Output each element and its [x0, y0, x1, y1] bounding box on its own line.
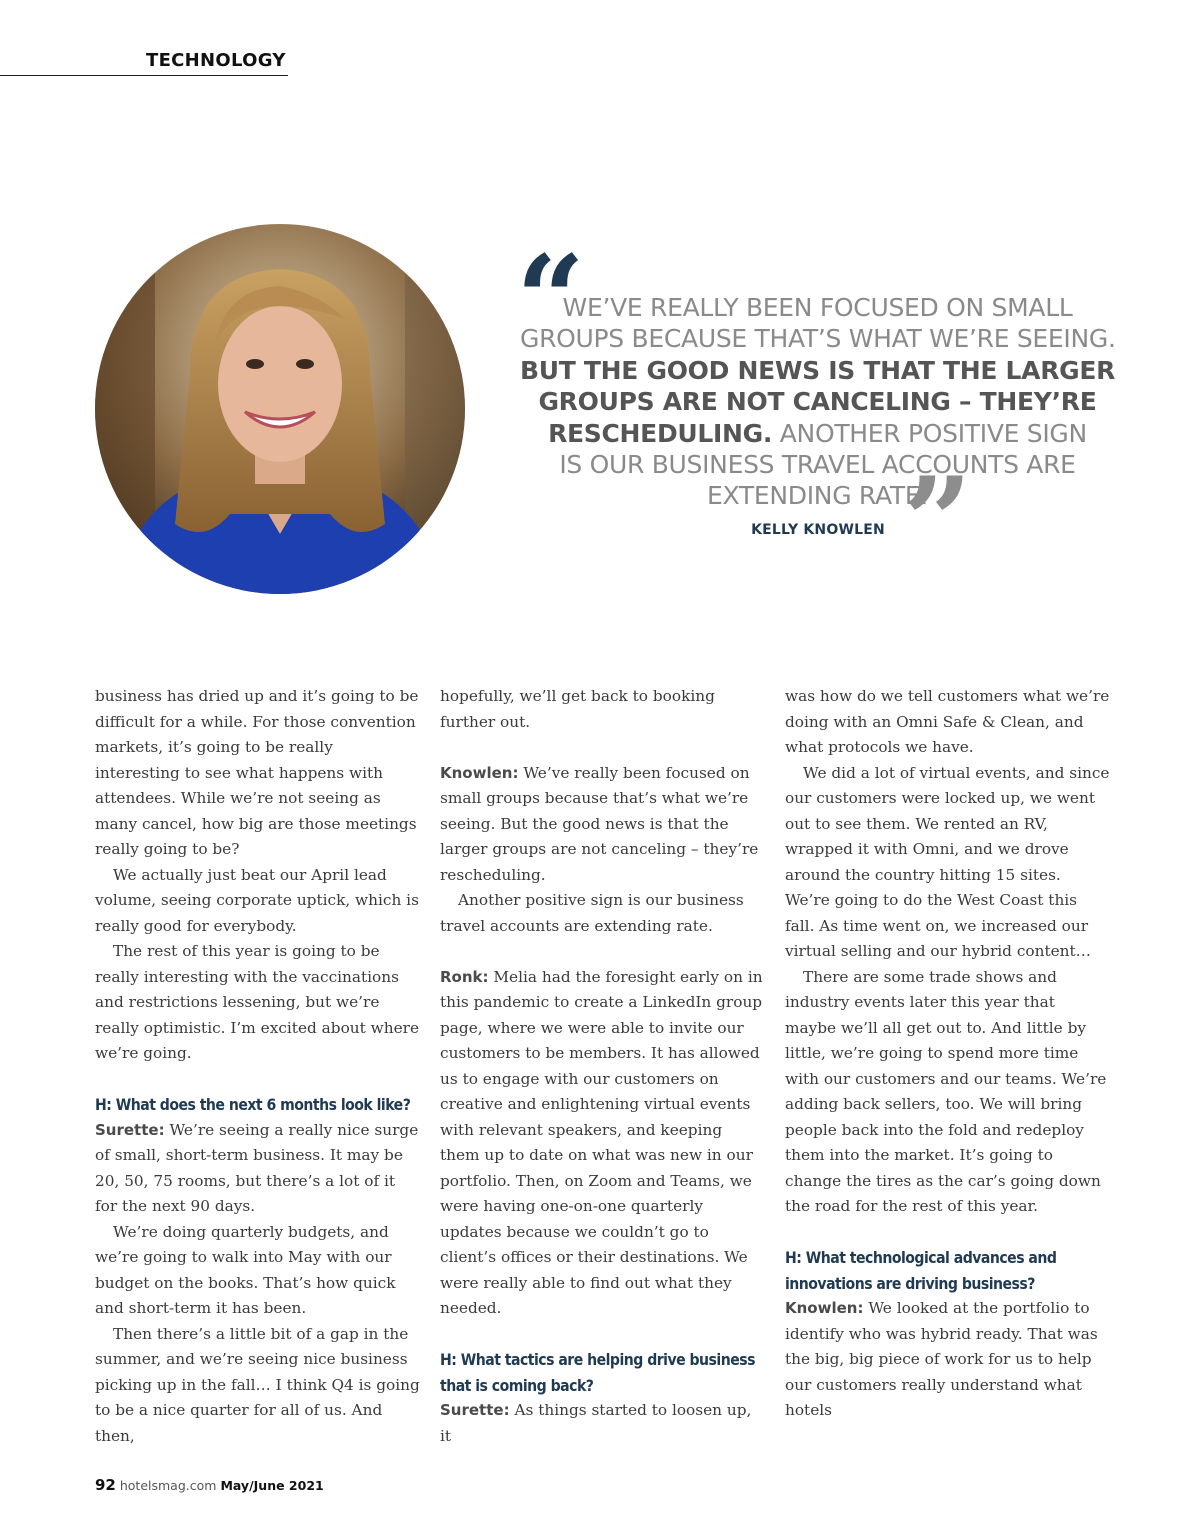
pull-quote-line-strong: GROUPS ARE NOT CANCELING – THEY’RE: [538, 387, 1097, 417]
question-heading: H: What does the next 6 months look like?: [95, 1095, 411, 1114]
answer-paragraph: [440, 1398, 765, 1449]
pull-quote-line-mixed: [520, 418, 1115, 449]
speaker-name: Ronk:: [440, 967, 489, 986]
pull-quote-line: WE’VE REALLY BEEN FOCUSED ON SMALL: [562, 293, 1073, 322]
paragraph: Then there’s a little bit of a gap in the summer, and we’re seeing nice business picking up in the fall… I think Q4 is going to be a nice quarter for all of us. And then,: [95, 1324, 420, 1445]
answer-text: We’ve really been focused on small groups because that’s what we’re seeing. But the good news is that the larger groups are not canceling – they’re rescheduling.: [440, 763, 759, 884]
answer-text: We looked at the portfolio to identify who was hybrid ready. That was the big, big piece of work for us to help our customers really understand what hotels: [785, 1299, 1098, 1419]
article-column-1: [95, 684, 420, 1449]
speaker-name: Surette:: [440, 1401, 510, 1419]
speaker-name: Knowlen:: [785, 1299, 864, 1317]
paragraph: was how do we tell customers what we’re doing with an Omni Safe & Clean, and what protocols we have.: [785, 687, 1110, 756]
quote-author: KELLY KNOWLEN: [751, 522, 885, 538]
speaker-name: Knowlen:: [440, 763, 519, 782]
pull-quote-rest: ANOTHER POSITIVE SIGN: [772, 418, 1087, 448]
pull-quote-line: EXTENDING RATE.: [707, 481, 928, 511]
pull-quote-emphasis: RESCHEDULING.: [548, 418, 773, 448]
paragraph: hopefully, we’ll get back to booking further out.: [440, 687, 715, 731]
open-quote-icon: “: [516, 229, 586, 370]
answer-paragraph: [440, 761, 765, 889]
paragraph: We’re doing quarterly budgets, and we’re going to walk into May with our budget on the books. That’s how quick and short-term it has been.: [95, 1222, 396, 1317]
paragraph: The rest of this year is going to be really interesting with the vaccinations and restrictions lessening, but we’re really optimistic. I’m excited about where we’re going.: [95, 942, 420, 1062]
issue-date: May/June 2021: [220, 1478, 324, 1493]
site-name: hotelsmag.com: [119, 1478, 217, 1493]
close-quote-icon: ”: [903, 451, 973, 592]
pull-quote-line: GROUPS BECAUSE THAT’S WHAT WE’RE SEEING.: [520, 324, 1116, 354]
speaker-name: Surette:: [95, 1120, 165, 1139]
answer-text: Melia had the foresight early on in this pandemic to create a LinkedIn group page, where we were able to invite our customers to be members. It has allowed us to engage with our customers on creative and enlightening virtual events with relevant speakers, and keeping them up to date on what was new in our portfolio. Then, on Zoom and Teams, we were having one-on-one quarterly updates because we couldn’t go to client’s offices or their destinations. We were really able to find out what they needed.: [440, 967, 763, 1317]
answer-text: As things started to loosen up, it: [440, 1401, 752, 1445]
section-header: [0, 50, 288, 76]
answer-text: We’re seeing a really nice surge of small, short-term business. It may be 20, 50, 75 rooms, but there’s a lot of it for the next 90 days.: [95, 1120, 419, 1215]
paragraph: We actually just beat our April lead volume, seeing corporate uptick, which is really good for everybody.: [95, 865, 419, 935]
portrait-photo: [95, 224, 465, 594]
pull-quote-line-strong: BUT THE GOOD NEWS IS THAT THE LARGER: [520, 355, 1116, 385]
paragraph: We did a lot of virtual events, and since our customers were locked up, we went out to see them. We rented an RV, wrapped it with Omni, and we drove around the country hitting 15 sites. We’re going to do the West Coast this fall. As time went on, we increased our virtual selling and our hybrid content…: [785, 763, 1110, 960]
answer-paragraph: [785, 1296, 1110, 1424]
section-label: TECHNOLOGY: [146, 50, 286, 71]
paragraph: Another positive sign is our business travel accounts are extending rate.: [440, 891, 744, 935]
answer-paragraph: [440, 965, 765, 1322]
paragraph: business has dried up and it’s going to be difficult for a while. For those convention markets, it’s going to be really interesting to see what happens with attendees. While we’re not seeing as many cancel, how big are those meetings really going to be?: [95, 687, 419, 858]
answer-paragraph: [95, 1118, 420, 1220]
article-column-3: [785, 684, 1110, 1424]
pull-quote: [520, 292, 1115, 512]
question-heading: H: What technological advances and innovations are driving business?: [785, 1248, 1057, 1293]
paragraph: There are some trade shows and industry events later this year that maybe we’ll all get out to. And little by little, we’re going to spend more time with our customers and our teams. We’re adding back sellers, too. We will bring people back into the fold and redeploy them into the market. It’s going to change the tires as the car’s going down the road for the rest of this year.: [785, 967, 1107, 1215]
page-number: 92: [95, 1476, 116, 1494]
page-footer: [95, 1476, 324, 1494]
question-heading: H: What tactics are helping drive business that is coming back?: [440, 1350, 755, 1395]
pull-quote-line: IS OUR BUSINESS TRAVEL ACCOUNTS ARE: [559, 450, 1076, 480]
article-column-2: [440, 684, 765, 1449]
